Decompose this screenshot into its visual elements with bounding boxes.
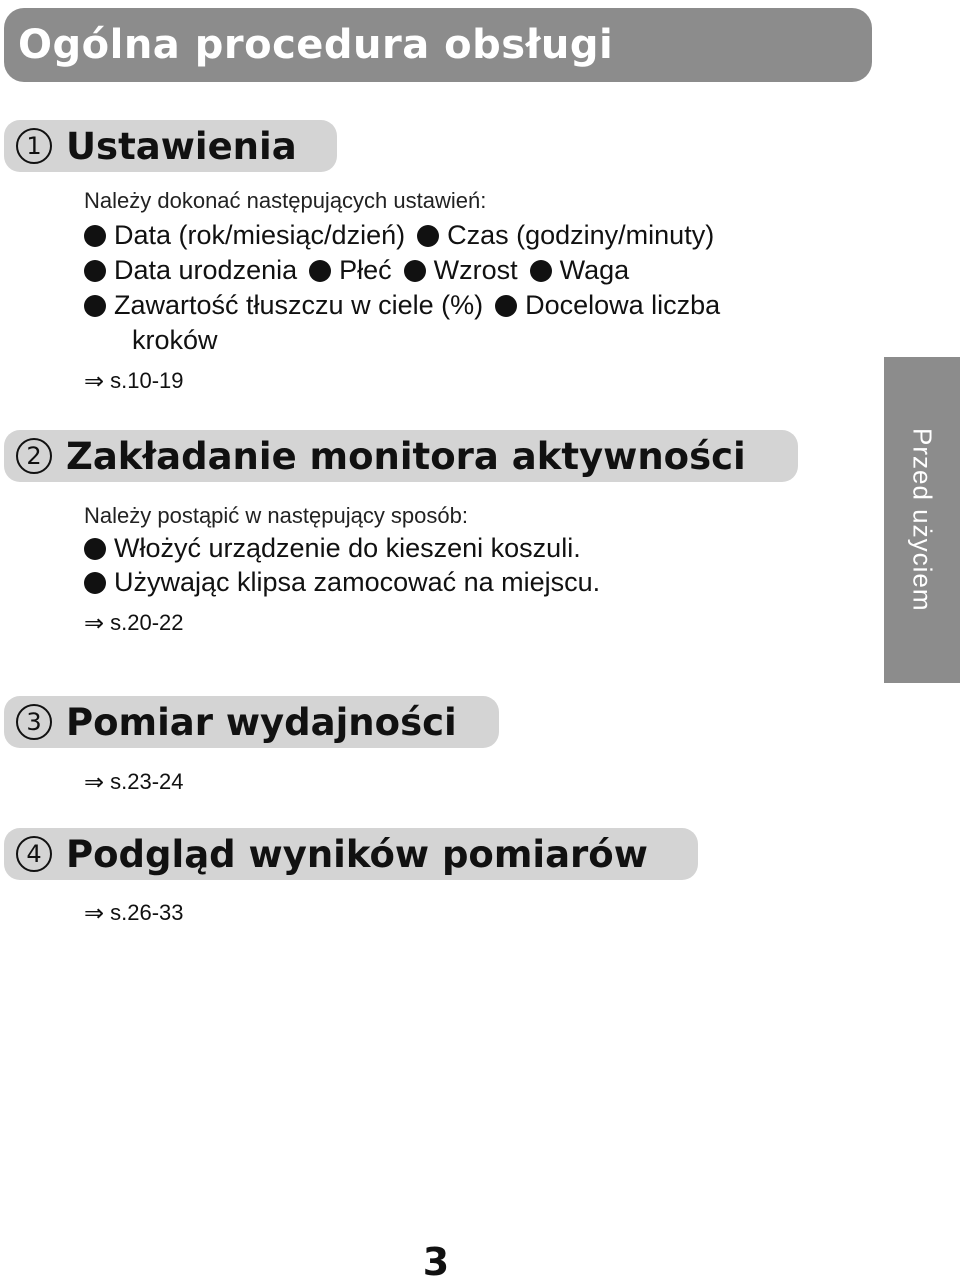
- section-number-2: 2: [16, 438, 52, 474]
- bullet-weight: Waga: [559, 255, 630, 285]
- bullet-time: Czas (godziny/minuty): [447, 220, 715, 250]
- arrow-right-icon: ⇒: [84, 899, 105, 927]
- bullet-icon: [84, 538, 106, 560]
- arrow-right-icon: ⇒: [84, 609, 105, 637]
- section-header-settings: [4, 120, 337, 172]
- wearing-ref-text: s.20-22: [110, 610, 184, 635]
- bullet-icon: [309, 260, 331, 282]
- bullet-target-steps-cont: kroków: [132, 325, 218, 355]
- section-header-wearing: [4, 430, 798, 482]
- settings-page-ref: [84, 367, 184, 395]
- bullet-pocket: Włożyć urządzenie do kieszeni koszuli.: [114, 533, 581, 563]
- arrow-right-icon: ⇒: [84, 367, 105, 395]
- bullet-date: Data (rok/miesiąc/dzień): [114, 220, 406, 250]
- section-number-3: 3: [16, 704, 52, 740]
- section-number-1: 1: [16, 128, 52, 164]
- settings-bullet-line-4: [132, 325, 218, 356]
- bullet-icon: [495, 295, 517, 317]
- bullet-icon: [84, 260, 106, 282]
- bullet-gender: Płeć: [339, 255, 392, 285]
- measurement-ref-text: s.23-24: [110, 769, 184, 794]
- bullet-icon: [417, 225, 439, 247]
- bullet-target-steps: Docelowa liczba: [525, 290, 721, 320]
- page-title-banner: [4, 8, 872, 82]
- bullet-icon: [84, 295, 106, 317]
- section-title-wearing: Zakładanie monitora aktywności: [66, 434, 746, 478]
- section-number-4: 4: [16, 836, 52, 872]
- bullet-body-fat: Zawartość tłuszczu w ciele (%): [114, 290, 484, 320]
- wearing-bullet-line-2: [84, 567, 600, 598]
- measurement-page-ref: [84, 768, 184, 796]
- settings-ref-text: s.10-19: [110, 368, 184, 393]
- side-tab-label: Przed użyciem: [907, 428, 938, 612]
- bullet-clip: Używając klipsa zamocować na miejscu.: [114, 567, 601, 597]
- bullet-icon: [404, 260, 426, 282]
- page-title: Ogólna procedura obsługi: [18, 22, 614, 68]
- bullet-icon: [84, 225, 106, 247]
- arrow-right-icon: ⇒: [84, 768, 105, 796]
- section-header-measurement: [4, 696, 499, 748]
- side-tab: [884, 357, 960, 683]
- settings-bullet-line-2: [84, 255, 629, 286]
- section-title-measurement: Pomiar wydajności: [66, 700, 457, 744]
- results-page-ref: [84, 899, 184, 927]
- settings-bullet-line-1: [84, 220, 714, 251]
- bullet-height: Wzrost: [433, 255, 518, 285]
- page-number: 3: [422, 1240, 450, 1284]
- section-header-results: [4, 828, 698, 880]
- wearing-intro: Należy postąpić w następujący sposób:: [84, 503, 468, 528]
- settings-bullet-line-3: [84, 290, 720, 321]
- section-title-results: Podgląd wyników pomiarów: [66, 832, 648, 876]
- bullet-icon: [530, 260, 552, 282]
- section-title-settings: Ustawienia: [66, 124, 297, 168]
- bullet-icon: [84, 572, 106, 594]
- wearing-bullet-line-1: [84, 533, 581, 564]
- settings-intro: Należy dokonać następujących ustawień:: [84, 188, 487, 213]
- results-ref-text: s.26-33: [110, 900, 184, 925]
- wearing-page-ref: [84, 609, 184, 637]
- bullet-birth-date: Data urodzenia: [114, 255, 298, 285]
